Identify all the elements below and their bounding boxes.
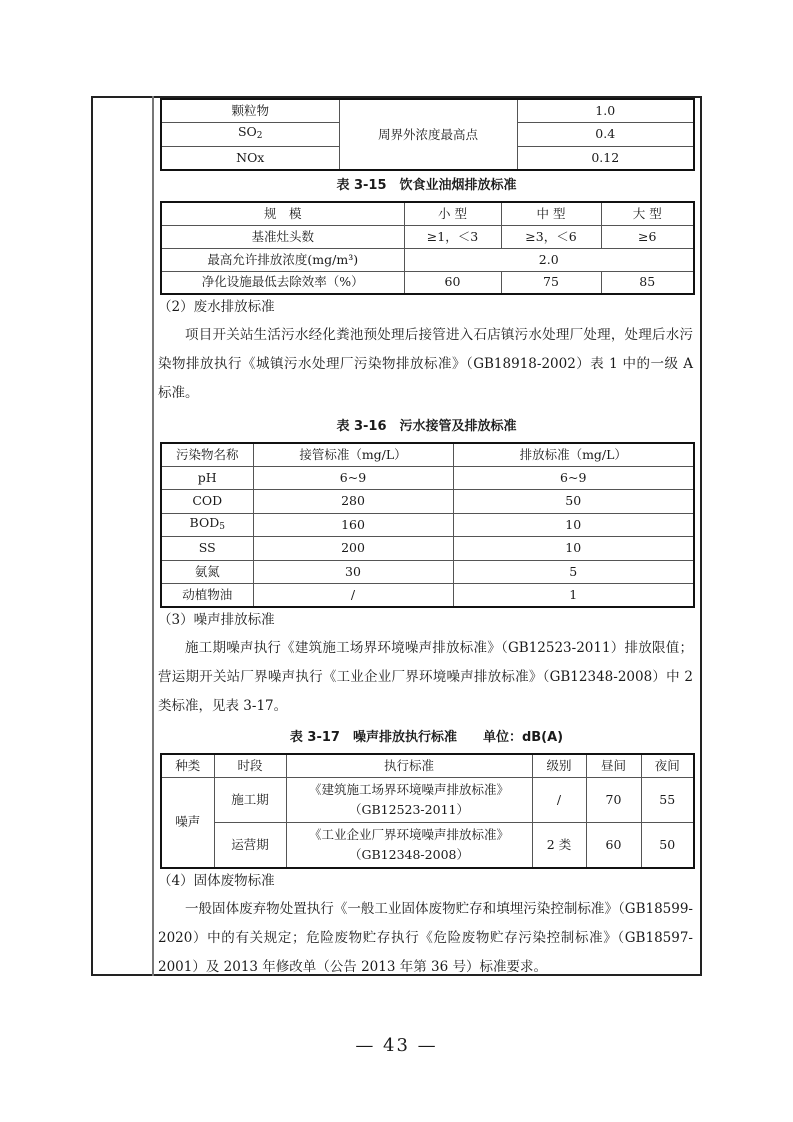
category-cell: 噪声	[161, 777, 214, 868]
pollutant-cell: NOx	[161, 146, 339, 170]
standard-name: 《工业企业厂界环境噪声排放标准》	[308, 826, 509, 842]
value-cell: ≥3，＜6	[501, 225, 601, 248]
location-cell: 周界外浓度最高点	[339, 99, 517, 170]
noise-table	[160, 753, 695, 869]
wastewater-paragraph: 项目开关站生活污水经化粪池预处理后接管进入石店镇污水处理厂处理，处理后水污染物排放执行《城镇污水处理厂污染物排放标准》（GB18918-2002）表 1 中的一级 A 标准。	[158, 327, 693, 401]
value-cell: 0.4	[517, 122, 694, 146]
value-cell: 2.0	[404, 248, 694, 271]
table-row	[161, 466, 694, 490]
header-cell: 夜间	[641, 754, 694, 777]
value-cell: 1.0	[517, 99, 694, 122]
value-cell: 75	[501, 271, 601, 294]
day-cell: 60	[586, 822, 641, 868]
grade-cell: 2 类	[532, 822, 586, 868]
table-header-row	[161, 443, 694, 466]
page-number: — 43 —	[355, 1035, 438, 1056]
standard-code: （GB12348-2008）	[349, 846, 469, 862]
table-row	[161, 225, 694, 248]
column-divider	[152, 96, 154, 976]
cooking-fume-table	[160, 201, 695, 295]
value-cell: 85	[601, 271, 694, 294]
intake-cell: 6~9	[253, 466, 453, 490]
header-cell: 级别	[532, 754, 586, 777]
standard-name: 《建筑施工场界环境噪声排放标准》	[308, 781, 509, 797]
pollutant-cell: 颗粒物	[161, 99, 339, 122]
pollutant-subscript: 2	[256, 131, 263, 141]
night-cell: 55	[641, 777, 694, 822]
pollutant-cell: SS	[161, 537, 253, 561]
discharge-cell: 6~9	[453, 466, 694, 490]
pollutant-subscript: 5	[219, 521, 225, 532]
period-cell: 运营期	[214, 822, 286, 868]
content-area	[160, 98, 693, 982]
table-row	[161, 560, 694, 584]
table-row	[161, 584, 694, 608]
pollutant-cell: COD	[161, 490, 253, 514]
discharge-cell: 50	[453, 490, 694, 514]
header-cell: 规 模	[161, 202, 404, 225]
table-header-row	[161, 202, 694, 225]
pollutant-cell	[161, 122, 339, 146]
intake-cell: 30	[253, 560, 453, 584]
table-row	[161, 822, 694, 868]
discharge-cell: 10	[453, 537, 694, 561]
value-cell: ≥1，＜3	[404, 225, 501, 248]
period-cell: 施工期	[214, 777, 286, 822]
pollutant-cell: pH	[161, 466, 253, 490]
table-row	[161, 271, 694, 294]
header-cell: 时段	[214, 754, 286, 777]
header-cell: 排放标准（mg/L）	[453, 443, 694, 466]
standard-cell	[286, 777, 532, 822]
value-cell: 0.12	[517, 146, 694, 170]
header-cell: 昼间	[586, 754, 641, 777]
row-label: 净化设施最低去除效率（%）	[161, 271, 404, 294]
value-cell: ≥6	[601, 225, 694, 248]
table-row	[161, 513, 694, 537]
table-caption-3-15: 表 3-15 饮食业油烟排放标准	[336, 178, 517, 193]
discharge-cell: 1	[453, 584, 694, 608]
header-cell: 中 型	[501, 202, 601, 225]
air-emission-table	[160, 98, 695, 171]
table-caption-3-16: 表 3-16 污水接管及排放标准	[336, 419, 517, 434]
row-label: 基准灶头数	[161, 225, 404, 248]
table-caption-3-17: 表 3-17 噪声排放执行标准 单位：dB(A)	[289, 730, 564, 745]
row-label: 最高允许排放浓度(mg/m³)	[161, 248, 404, 271]
header-cell: 污染物名称	[161, 443, 253, 466]
table-row	[161, 99, 694, 122]
pollutant-cell	[161, 513, 253, 537]
section-heading-solid-waste: （4）固体废物标准	[158, 873, 275, 889]
section-heading-noise: （3）噪声排放标准	[158, 612, 275, 628]
solid-waste-paragraph: 一般固体废弃物处置执行《一般工业固体废物贮存和填埋污染控制标准》（GB18599-2020）中的有关规定；危险废物贮存执行《危险废物贮存污染控制标准》（GB18597-2001）及 2013 年修改单（公告 2013 年第 36 号）标准要求。	[158, 901, 693, 975]
standard-code: （GB12523-2011）	[349, 801, 469, 817]
pollutant-text: SO	[237, 124, 257, 139]
header-cell: 种类	[161, 754, 214, 777]
section-heading-wastewater: （2）废水排放标准	[158, 299, 275, 315]
intake-cell: 280	[253, 490, 453, 514]
header-cell: 接管标准（mg/L）	[253, 443, 453, 466]
discharge-cell: 10	[453, 513, 694, 537]
pollutant-cell: 氨氮	[161, 560, 253, 584]
night-cell: 50	[641, 822, 694, 868]
table-row	[161, 537, 694, 561]
wastewater-table	[160, 442, 695, 608]
table-row	[161, 777, 694, 822]
discharge-cell: 5	[453, 560, 694, 584]
grade-cell: /	[532, 777, 586, 822]
header-cell: 执行标准	[286, 754, 532, 777]
table-row	[161, 248, 694, 271]
header-cell: 大 型	[601, 202, 694, 225]
table-header-row	[161, 754, 694, 777]
table-row	[161, 490, 694, 514]
intake-cell: 200	[253, 537, 453, 561]
day-cell: 70	[586, 777, 641, 822]
standard-cell	[286, 822, 532, 868]
pollutant-cell: 动植物油	[161, 584, 253, 608]
intake-cell: /	[253, 584, 453, 608]
header-cell: 小 型	[404, 202, 501, 225]
value-cell: 60	[404, 271, 501, 294]
noise-paragraph: 施工期噪声执行《建筑施工场界环境噪声排放标准》（GB12523-2011）排放限值；营运期开关站厂界噪声执行《工业企业厂界环境噪声排放标准》（GB12348-2008）中 2 类标准，见表 3-17。	[158, 640, 693, 714]
pollutant-text: BOD	[189, 514, 220, 530]
intake-cell: 160	[253, 513, 453, 537]
